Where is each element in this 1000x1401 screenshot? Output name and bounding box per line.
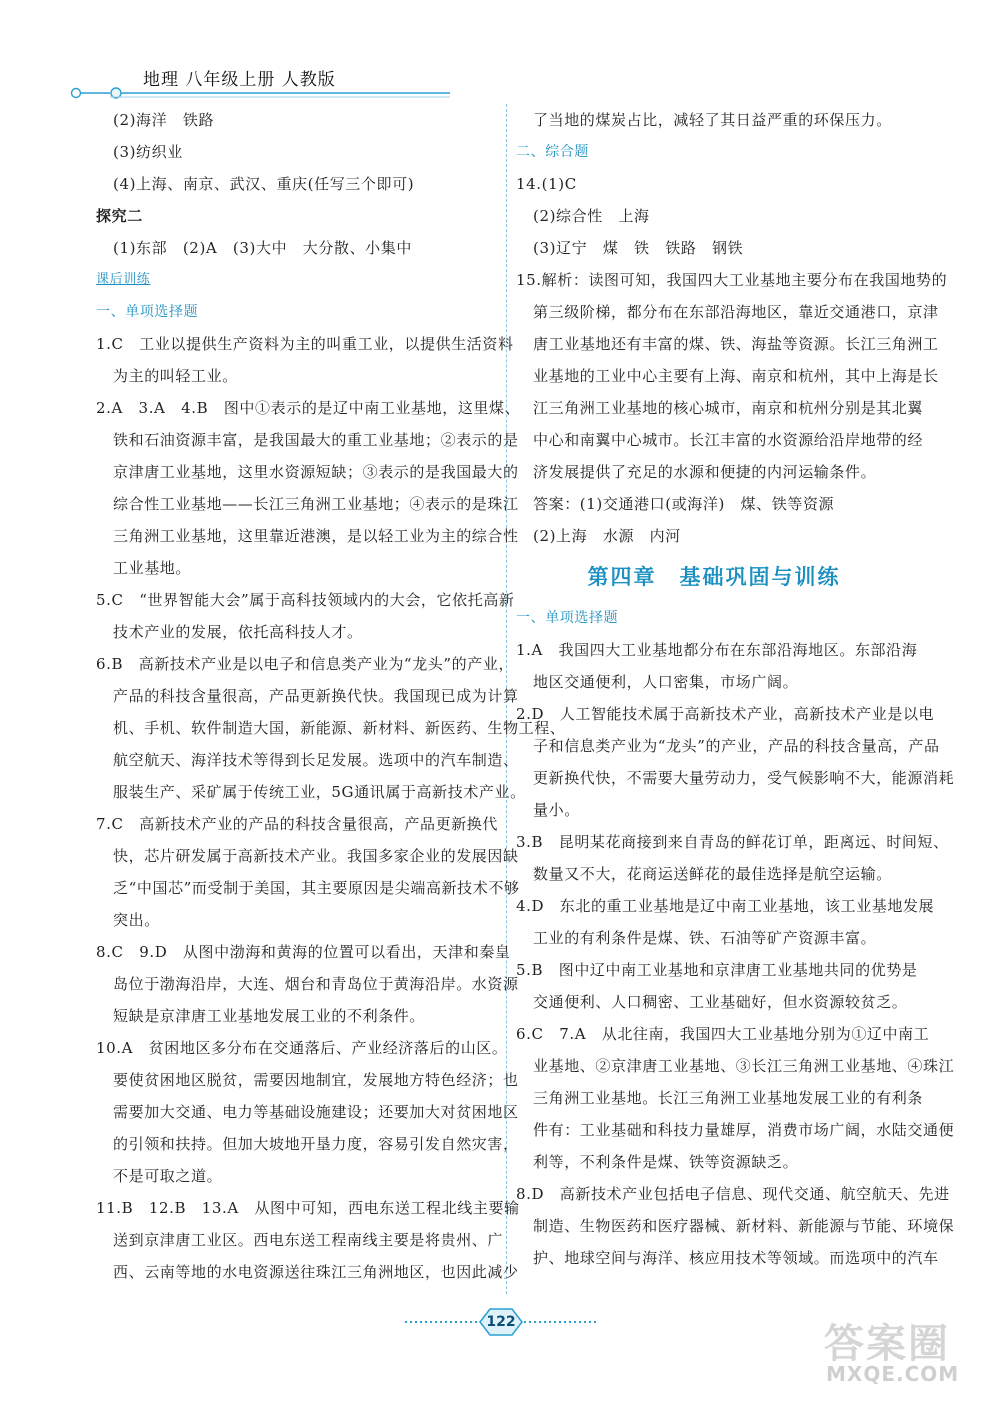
text-line: 机、手机、软件制造大国，新能源、新材料、新医药、生物工程、	[113, 719, 566, 737]
answer-line: 2.D 人工智能技术属于高新技术产业，高新技术产业是以电	[516, 705, 935, 723]
answer-line: 15.解析：读图可知，我国四大工业基地主要分布在我国地势的	[516, 271, 948, 289]
page-footer	[400, 1303, 600, 1343]
chapter-title: 第四章 基础巩固与训练	[587, 564, 841, 589]
text-line: 服装生产、采矿属于传统工业，5G通讯属于高新技术产业。	[113, 783, 526, 801]
answer-line: 6.B 高新技术产业是以电子和信息类产业为“龙头”的产业，	[96, 655, 515, 673]
text-line: 快，芯片研发属于高新技术产业。我国多家企业的发展因缺	[113, 847, 519, 865]
text-line: 子和信息类产业为“龙头”的产业，产品的科技含量高，产品	[533, 737, 940, 755]
text-line: 江三角洲工业基地的核心城市，南京和杭州分别是其北翼	[533, 399, 924, 417]
text-line: 的引领和扶持。但加大坡地开垦力度，容易引发自然灾害，	[113, 1135, 519, 1153]
text-line: 地区交通便利，人口密集，市场广阔。	[533, 673, 799, 691]
text-line: 技术产业的发展，依托高科技人才。	[113, 623, 363, 641]
answer-line: 6.C 7.A 从北往南，我国四大工业基地分别为①辽中南工	[516, 1025, 930, 1043]
text-line: 突出。	[113, 911, 160, 929]
header-decoration	[70, 86, 460, 100]
answer-line: 5.B 图中辽中南工业基地和京津唐工业基地共同的优势是	[516, 961, 918, 979]
text-line: 需要加大交通、电力等基础设施建设；还要加大对贫困地区	[113, 1103, 519, 1121]
answer-line: 2.A 3.A 4.B 图中①表示的是辽中南工业基地，这里煤、	[96, 399, 521, 417]
answer-line: 11.B 12.B 13.A 从图中可知，西电东送工程北线主要输	[96, 1199, 520, 1217]
answer-line: 8.D 高新技术产业包括电子信息、现代交通、航空航天、先进	[516, 1185, 950, 1203]
text-line: 交通便利、人口稠密、工业基础好，但水资源较贫乏。	[533, 993, 908, 1011]
watermark-logo-text: 答案圈	[824, 1321, 950, 1367]
text-line: 业基地的工业中心主要有上海、南京和杭州，其中上海是长	[533, 367, 939, 385]
text-line: 西、云南等地的水电资源送往珠江三角洲地区，也因此减少	[113, 1263, 519, 1281]
page-number: 122	[486, 1314, 516, 1330]
text-line: (3)纺织业	[113, 143, 183, 161]
section-heading: 一、单项选择题	[96, 304, 199, 320]
text-line: 唐工业基地还有丰富的煤、铁、海盐等资源。长江三角洲工	[533, 335, 939, 353]
watermark-site: MXQE.COM	[826, 1362, 960, 1386]
text-line: 了当地的煤炭占比，减轻了其日益严重的环保压力。	[533, 111, 892, 129]
text-line: 京津唐工业基地，这里水资源短缺；③表示的是我国最大的	[113, 463, 519, 481]
text-line: 答案：(1)交通港口(或海洋) 煤、铁等资源	[533, 495, 835, 513]
answer-line: 14.(1)C	[516, 175, 577, 193]
answer-line: 8.C 9.D 从图中渤海和黄海的位置可以看出，天津和秦皇	[96, 943, 511, 961]
text-line: 工业的有利条件是煤、铁、石油等矿产资源丰富。	[533, 929, 877, 947]
text-line: 济发展提供了充足的水源和便捷的内河运输条件。	[533, 463, 877, 481]
watermark	[820, 1310, 990, 1390]
right-column	[516, 104, 955, 1274]
text-line: 乏“中国芯”而受制于美国，其主要原因是尖端高新技术不够	[113, 879, 520, 897]
text-line: 要使贫困地区脱贫，需要因地制宜，发展地方特色经济；也	[113, 1071, 519, 1089]
text-line: 铁和石油资源丰富，是我国最大的重工业基地；②表示的是	[113, 431, 519, 449]
text-line: 件有：工业基础和科技力量雄厚，消费市场广阔，水陆交通便	[533, 1121, 955, 1139]
text-line: 量小。	[533, 801, 580, 819]
text-line: 制造、生物医药和医疗器械、新材料、新能源与节能、环境保	[533, 1217, 955, 1235]
text-line: (2)上海 水源 内河	[533, 527, 681, 545]
answer-line: 4.D 东北的重工业基地是辽中南工业基地，该工业基地发展	[516, 897, 935, 915]
text-line: 为主的叫轻工业。	[113, 367, 238, 385]
section-heading: 探究二	[96, 207, 143, 225]
text-line: 三角洲工业基地，这里靠近港澳，是以轻工业为主的综合性	[113, 527, 519, 545]
text-line: 第三级阶梯，都分布在东部沿海地区，靠近交通港口，京津	[533, 303, 939, 321]
page-header	[0, 0, 1000, 110]
text-line: (4)上海、南京、武汉、重庆(任写三个即可)	[113, 175, 415, 193]
text-line: 产品的科技含量很高，产品更新换代快。我国现已成为计算	[113, 687, 519, 705]
section-heading: 二、综合题	[516, 144, 589, 160]
text-line: 不是可取之道。	[113, 1167, 223, 1185]
text-line: 短缺是京津唐工业基地发展工业的不利条件。	[113, 1007, 426, 1025]
text-line: 利等，不利条件是煤、铁等资源缺乏。	[533, 1153, 799, 1171]
text-line: 三角洲工业基地。长江三角洲工业基地发展工业的有利条	[533, 1089, 924, 1107]
text-line: 航空航天、海洋技术等得到长足发展。选项中的汽车制造、	[113, 751, 519, 769]
subsection-label: 课后训练	[96, 272, 151, 287]
text-line: (2)综合性 上海	[533, 207, 650, 225]
text-line: 送到京津唐工业区。西电东送工程南线主要是将贵州、广	[113, 1231, 504, 1249]
text-line: 数量又不大，花商运送鲜花的最佳选择是航空运输。	[533, 865, 892, 883]
answer-line: 7.C 高新技术产业的产品的科技含量很高，产品更新换代	[96, 815, 498, 833]
text-line: (2)海洋 铁路	[113, 111, 215, 129]
text-line: 中心和南翼中心城市。长江丰富的水资源给沿岸地带的经	[533, 431, 924, 449]
text-line: 护、地球空间与海洋、核应用技术等领域。而选项中的汽车	[533, 1249, 939, 1267]
section-heading: 一、单项选择题	[516, 610, 619, 626]
text-line: (3)辽宁 煤 铁 铁路 钢铁	[533, 239, 744, 257]
answer-line: 3.B 昆明某花商接到来自青岛的鲜花订单，距离远、时间短、	[516, 833, 949, 851]
answer-line: 1.C 工业以提供生产资料为主的叫重工业，以提供生活资料	[96, 335, 514, 353]
text-line: 综合性工业基地——长江三角洲工业基地；④表示的是珠江	[113, 495, 519, 513]
answer-line: 10.A 贫困地区多分布在交通落后、产业经济落后的山区。	[96, 1039, 508, 1057]
header-title: 地理 八年级上册 人教版	[143, 70, 336, 90]
answer-line: 5.C “世界智能大会”属于高科技领域内的大会，它依托高新	[96, 591, 515, 609]
answer-line: 1.A 我国四大工业基地都分布在东部沿海地区。东部沿海	[516, 641, 918, 659]
text-line: 岛位于渤海沿岸，大连、烟台和青岛位于黄海沿岸。水资源	[113, 975, 519, 993]
text-line: 更新换代快，不需要大量劳动力，受气候影响不大，能源消耗	[533, 769, 955, 787]
text-line: 工业基地。	[113, 559, 192, 577]
text-line: (1)东部 (2)A (3)大中 大分散、小集中	[113, 239, 412, 257]
text-line: 业基地、②京津唐工业基地、③长江三角洲工业基地、④珠江	[533, 1057, 955, 1075]
